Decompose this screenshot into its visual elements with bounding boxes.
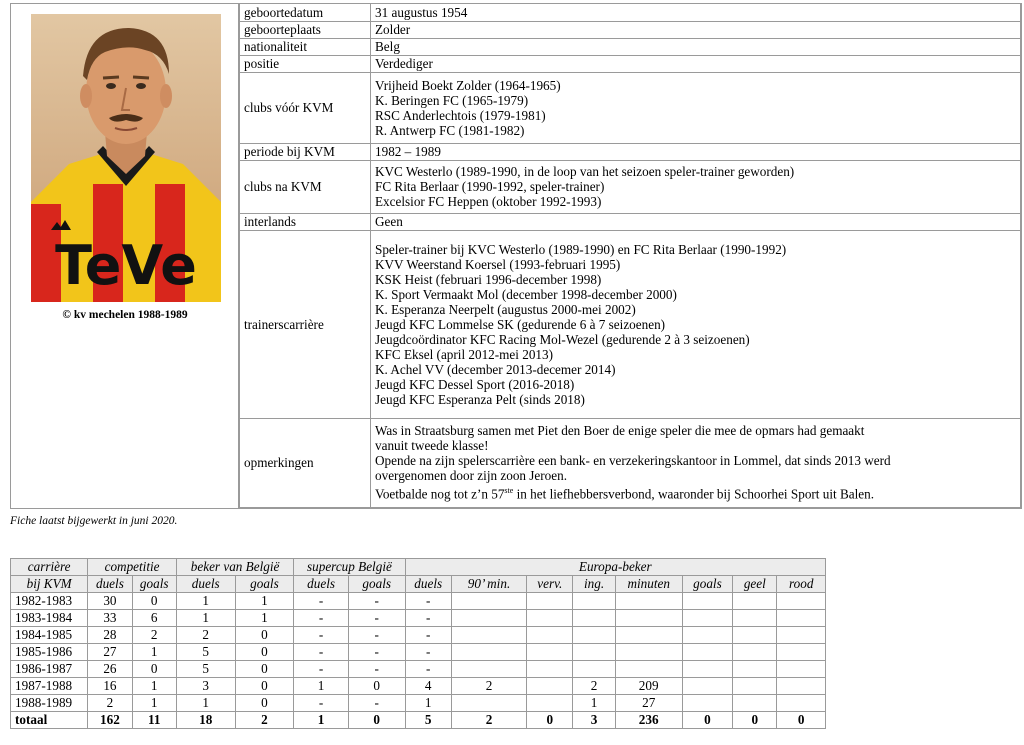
info-value	[371, 21, 1021, 38]
stats-season-cell: 1982-1983	[11, 593, 88, 610]
stats-cell: 2	[176, 627, 235, 644]
stats-total-cell: 2	[235, 712, 294, 729]
info-value-line: K. Beringen FC (1965-1979)	[375, 92, 529, 108]
header-cup: beker van België	[176, 559, 293, 576]
info-value-line: Jeugd KFC Dessel Sport (2016-2018)	[375, 376, 575, 392]
header-europe: Europa-beker	[405, 559, 825, 576]
stats-cell: 2	[132, 627, 176, 644]
stats-cell	[573, 644, 615, 661]
info-value-line: Opende na zijn spelerscarrière een bank- en verzekeringskantoor in Lommel, dat sinds 2013 werd	[375, 453, 891, 469]
stats-cell: 6	[132, 610, 176, 627]
stats-total-cell: 3	[573, 712, 615, 729]
stats-subheader-cell: ing.	[573, 576, 615, 593]
stats-cell: -	[348, 644, 405, 661]
info-value-line: vanuit tweede klasse!	[375, 438, 489, 454]
info-value-line: Verdediger	[375, 56, 433, 71]
stats-total-cell: 2	[451, 712, 526, 729]
stats-cell: 1	[132, 678, 176, 695]
info-label: geboorteplaats	[240, 21, 371, 38]
stats-cell: -	[405, 627, 451, 644]
header-competition: competitie	[88, 559, 177, 576]
info-label: nationaliteit	[240, 38, 371, 55]
stats-cell	[733, 627, 777, 644]
stats-row	[11, 678, 826, 695]
stats-cell: -	[348, 695, 405, 712]
stats-subheader-cell: duels	[294, 576, 349, 593]
last-updated-note: Fiche laatst bijgewerkt in juni 2020.	[10, 515, 178, 527]
stats-cell	[682, 627, 732, 644]
stats-total-cell: 162	[88, 712, 132, 729]
stats-cell: 0	[235, 644, 294, 661]
stats-cell: 0	[348, 678, 405, 695]
stats-cell	[451, 593, 526, 610]
info-value-line: Geen	[375, 214, 403, 229]
player-portrait-image	[31, 14, 221, 302]
info-value-line: Jeugd KFC Lommelse SK (gedurende 6 à 7 seizoenen)	[375, 316, 666, 332]
stats-cell	[527, 644, 573, 661]
stats-row	[11, 593, 826, 610]
stats-cell	[573, 627, 615, 644]
stats-total-cell: 18	[176, 712, 235, 729]
info-label: periode bij KVM	[240, 143, 371, 160]
stats-cell	[615, 627, 682, 644]
info-label: opmerkingen	[240, 418, 371, 507]
stats-cell	[682, 661, 732, 678]
stats-cell: -	[405, 610, 451, 627]
info-value-line: Zolder	[375, 22, 411, 37]
header-supercup: supercup België	[294, 559, 405, 576]
info-value-line: Jeugdcoördinator KFC Racing Mol-Wezel (gedurende 2 à 3 seizoenen)	[375, 331, 750, 347]
stats-subheader-cell: goals	[682, 576, 732, 593]
info-value	[371, 143, 1021, 160]
stats-cell	[777, 593, 826, 610]
photo-credit: © kv mechelen 1988-1989	[62, 309, 188, 321]
stats-total-label: totaal	[11, 712, 88, 729]
info-value-line: R. Antwerp FC (1981-1982)	[375, 122, 525, 138]
stats-cell	[573, 661, 615, 678]
stats-cell: 33	[88, 610, 132, 627]
stats-cell	[733, 644, 777, 661]
stats-cell: 26	[88, 661, 132, 678]
stats-cell	[733, 610, 777, 627]
stats-cell	[573, 593, 615, 610]
stats-cell	[682, 593, 732, 610]
stats-cell	[451, 644, 526, 661]
stats-cell: -	[348, 661, 405, 678]
stats-row	[11, 627, 826, 644]
stats-cell	[451, 627, 526, 644]
stats-header-row-1	[11, 559, 826, 576]
stats-cell	[451, 695, 526, 712]
info-value-line: K. Sport Vermaakt Mol (december 1998-december 2000)	[375, 286, 677, 302]
stats-cell: -	[294, 644, 349, 661]
stats-total-cell: 236	[615, 712, 682, 729]
stats-cell: 28	[88, 627, 132, 644]
stats-cell: 2	[451, 678, 526, 695]
info-value-line: Belg	[375, 39, 400, 54]
stats-subheader-cell: geel	[733, 576, 777, 593]
stats-cell: 2	[88, 695, 132, 712]
stats-cell	[777, 644, 826, 661]
stats-cell: -	[294, 627, 349, 644]
stats-cell	[777, 695, 826, 712]
info-value-line: Vrijheid Boekt Zolder (1964-1965)	[375, 77, 561, 93]
info-row	[240, 213, 1021, 230]
career-stats-table	[10, 558, 826, 729]
stats-subheader-cell: 90’ min.	[451, 576, 526, 593]
stats-cell	[615, 644, 682, 661]
info-row	[240, 230, 1021, 418]
stats-cell	[733, 661, 777, 678]
photo-cell	[11, 4, 239, 508]
info-value	[371, 160, 1021, 213]
stats-cell: 1	[573, 695, 615, 712]
info-value-line: RSC Anderlechtois (1979-1981)	[375, 107, 546, 123]
stats-cell: -	[405, 661, 451, 678]
stats-cell: -	[294, 610, 349, 627]
info-value	[371, 230, 1021, 418]
stats-cell: 1	[176, 610, 235, 627]
header-career: carrière	[11, 559, 88, 576]
stats-cell: 1	[176, 695, 235, 712]
stats-cell	[733, 678, 777, 695]
info-label: trainerscarrière	[240, 230, 371, 418]
stats-cell	[733, 695, 777, 712]
stats-cell: 27	[615, 695, 682, 712]
player-info-table	[239, 4, 1021, 508]
stats-season-cell: 1984-1985	[11, 627, 88, 644]
stats-cell: -	[294, 593, 349, 610]
stats-cell: 0	[235, 627, 294, 644]
stats-cell	[777, 661, 826, 678]
info-label: clubs na KVM	[240, 160, 371, 213]
stats-cell: -	[348, 627, 405, 644]
stats-cell: -	[348, 593, 405, 610]
stats-cell: 1	[405, 695, 451, 712]
info-value-line: KFC Eksel (april 2012-mei 2013)	[375, 346, 554, 362]
stats-cell: 16	[88, 678, 132, 695]
stats-cell	[733, 593, 777, 610]
info-row	[240, 55, 1021, 72]
stats-row	[11, 661, 826, 678]
info-value	[371, 418, 1021, 507]
stats-cell: 1	[176, 593, 235, 610]
stats-cell	[527, 678, 573, 695]
stats-cell	[527, 695, 573, 712]
info-label: clubs vóór KVM	[240, 72, 371, 143]
info-label: geboortedatum	[240, 4, 371, 21]
info-row	[240, 21, 1021, 38]
stats-cell	[682, 695, 732, 712]
info-label: interlands	[240, 213, 371, 230]
info-value-line: KSK Heist (februari 1996-december 1998)	[375, 271, 602, 287]
stats-subheader-cell: minuten	[615, 576, 682, 593]
info-row	[240, 418, 1021, 507]
stats-cell	[682, 678, 732, 695]
stats-subheader-cell: goals	[132, 576, 176, 593]
stats-header-row-2	[11, 576, 826, 593]
stats-cell	[573, 610, 615, 627]
stats-cell	[615, 610, 682, 627]
stats-cell: -	[405, 644, 451, 661]
stats-subheader-cell: duels	[176, 576, 235, 593]
stats-subheader-cell: duels	[88, 576, 132, 593]
shirt-sponsor-logo: TeVe	[55, 234, 197, 297]
stats-cell: 1	[235, 593, 294, 610]
stats-cell: 4	[405, 678, 451, 695]
stats-subheader-cell: goals	[235, 576, 294, 593]
info-value-line: 31 augustus 1954	[375, 4, 468, 20]
info-row	[240, 38, 1021, 55]
info-value-line: K. Achel VV (december 2013-decemer 2014)	[375, 361, 616, 377]
stats-cell: 0	[235, 678, 294, 695]
stats-cell: 0	[132, 661, 176, 678]
stats-total-row	[11, 712, 826, 729]
info-value	[371, 55, 1021, 72]
stats-cell: 0	[235, 661, 294, 678]
stats-total-cell: 0	[777, 712, 826, 729]
stats-subheader-cell: bij KVM	[11, 576, 88, 593]
stats-cell: 5	[176, 644, 235, 661]
stats-subheader-cell: duels	[405, 576, 451, 593]
stats-cell: 1	[132, 644, 176, 661]
info-value-line: overgenomen door zijn zoon Jeroen.	[375, 468, 568, 484]
stats-cell: 209	[615, 678, 682, 695]
info-row	[240, 72, 1021, 143]
info-value-line: Jeugd KFC Esperanza Pelt (sinds 2018)	[375, 391, 585, 407]
stats-row	[11, 695, 826, 712]
stats-cell: -	[348, 610, 405, 627]
stats-total-cell: 5	[405, 712, 451, 729]
info-row	[240, 160, 1021, 213]
info-label: positie	[240, 55, 371, 72]
stats-cell: 0	[132, 593, 176, 610]
stats-cell: -	[405, 593, 451, 610]
stats-cell	[451, 610, 526, 627]
stats-total-cell: 0	[682, 712, 732, 729]
stats-cell: 1	[235, 610, 294, 627]
player-photo	[31, 14, 221, 302]
stats-subheader-cell: goals	[348, 576, 405, 593]
stats-season-cell: 1988-1989	[11, 695, 88, 712]
stats-cell: 27	[88, 644, 132, 661]
stats-season-cell: 1985-1986	[11, 644, 88, 661]
info-value-line: KVV Weerstand Koersel (1993-februari 1995)	[375, 256, 621, 272]
stats-cell: 3	[176, 678, 235, 695]
info-value	[371, 4, 1021, 21]
stats-total-cell: 0	[733, 712, 777, 729]
stats-total-cell: 1	[294, 712, 349, 729]
info-row	[240, 143, 1021, 160]
stats-row	[11, 644, 826, 661]
stats-cell	[527, 610, 573, 627]
info-value-line: K. Esperanza Neerpelt (augustus 2000-mei 2002)	[375, 301, 636, 317]
stats-cell	[682, 644, 732, 661]
stats-row	[11, 610, 826, 627]
info-value-line: KVC Westerlo (1989-1990, in de loop van het seizoen speler-trainer geworden)	[375, 164, 795, 179]
info-value	[371, 72, 1021, 143]
stats-season-cell: 1983-1984	[11, 610, 88, 627]
stats-season-cell: 1987-1988	[11, 678, 88, 695]
info-value-line: Excelsior FC Heppen (oktober 1992-1993)	[375, 194, 602, 209]
stats-subheader-cell: rood	[777, 576, 826, 593]
info-value	[371, 38, 1021, 55]
info-value-line: FC Rita Berlaar (1990-1992, speler-trainer)	[375, 179, 605, 194]
stats-total-cell: 11	[132, 712, 176, 729]
stats-cell: 1	[132, 695, 176, 712]
stats-total-cell: 0	[348, 712, 405, 729]
stats-cell: -	[294, 695, 349, 712]
info-value-line: Speler-trainer bij KVC Westerlo (1989-1990) en FC Rita Berlaar (1990-1992)	[375, 241, 787, 257]
stats-cell	[527, 661, 573, 678]
stats-subheader-cell: verv.	[527, 576, 573, 593]
player-profile	[10, 3, 1022, 509]
stats-cell	[777, 627, 826, 644]
stats-cell	[527, 593, 573, 610]
info-value-line: Voetbalde nog tot z’n 57ste in het liefhebbersverbond, waaronder bij Schoorhei Sport uit Balen.	[375, 486, 875, 502]
stats-cell: 0	[235, 695, 294, 712]
info-row	[240, 4, 1021, 21]
stats-cell: 30	[88, 593, 132, 610]
stats-cell: 1	[294, 678, 349, 695]
stats-cell	[615, 593, 682, 610]
stats-cell: 2	[573, 678, 615, 695]
stats-cell: 5	[176, 661, 235, 678]
stats-cell: -	[294, 661, 349, 678]
stats-cell	[682, 610, 732, 627]
info-value	[371, 213, 1021, 230]
info-value-line: 1982 – 1989	[375, 144, 441, 159]
stats-cell	[451, 661, 526, 678]
stats-cell	[615, 661, 682, 678]
stats-season-cell: 1986-1987	[11, 661, 88, 678]
stats-cell	[527, 627, 573, 644]
info-value-line: Was in Straatsburg samen met Piet den Boer de enige speler die mee de opmars had gemaakt	[375, 423, 865, 439]
stats-total-cell: 0	[527, 712, 573, 729]
stats-cell	[777, 610, 826, 627]
stats-cell	[777, 678, 826, 695]
